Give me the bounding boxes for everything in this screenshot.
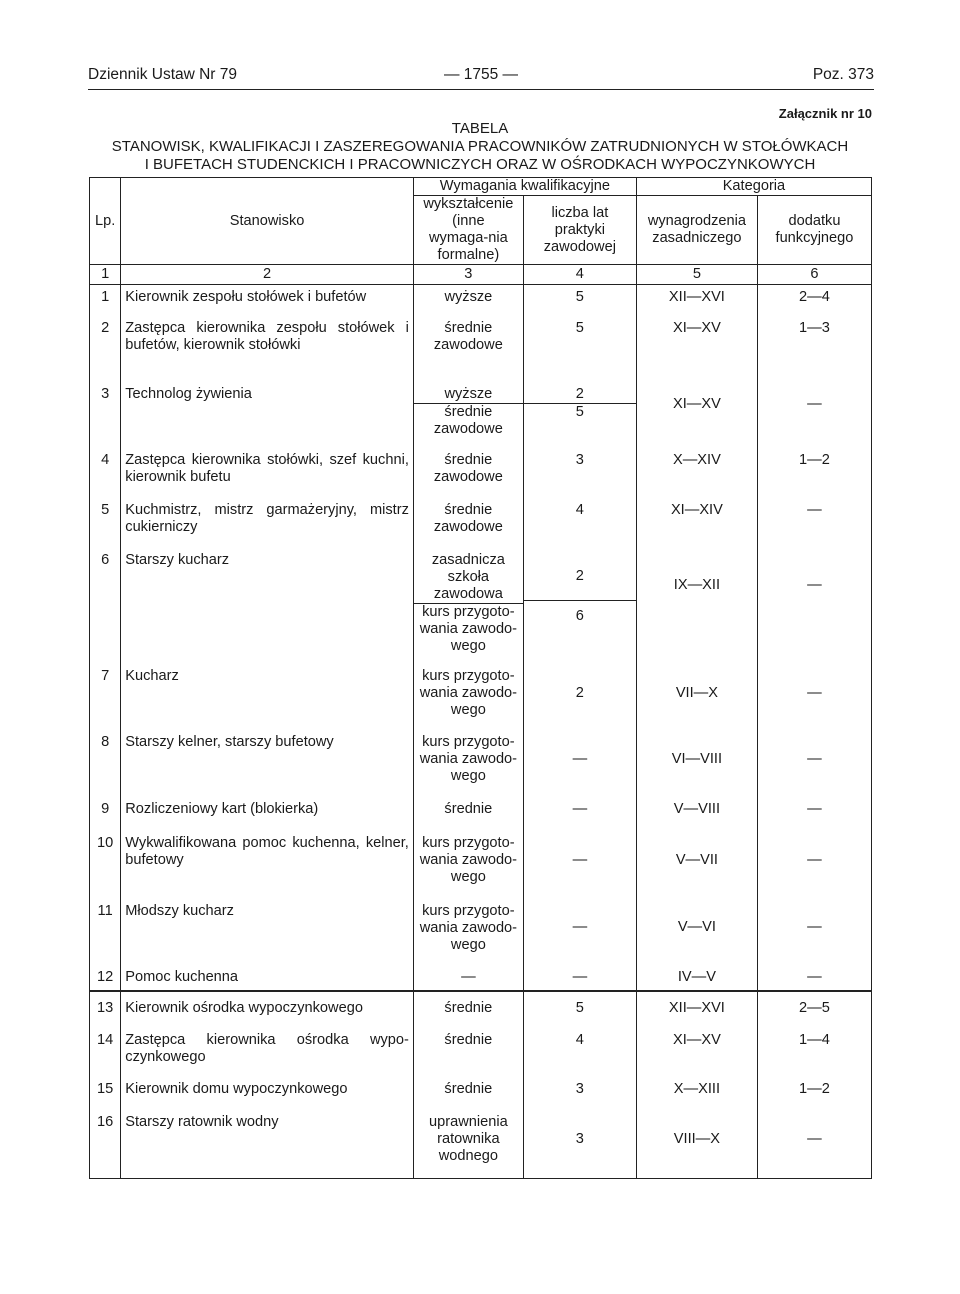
row-stanowisko: Zastępca kierownika stołówki, szef kuchni, kierownik bufetu <box>121 446 414 496</box>
document-title <box>0 120 960 174</box>
row-dodatku: 1—3 <box>757 313 871 380</box>
row-wyksztalcenie: średnie zawodowe <box>413 496 523 546</box>
row-wyksztalcenie: średnie <box>413 1026 523 1075</box>
row-lata: 5 <box>523 991 636 1026</box>
table-row <box>90 963 872 991</box>
row-wyksztalcenie: uprawnienia ratownika wodnego <box>413 1108 523 1179</box>
page-number: — 1755 — <box>443 66 519 83</box>
header-kategoria: Kategoria <box>636 178 871 196</box>
row-wyksztalcenie-b: średnie zawodowe <box>414 403 523 438</box>
row-lata: — <box>523 730 636 796</box>
row-wyksztalcenie: kurs przygoto-wania zawodo-wego <box>413 664 523 730</box>
row-lata: 3 <box>523 1075 636 1108</box>
row-lata: 2 <box>523 664 636 730</box>
table-row <box>90 380 872 446</box>
annex-label: Załącznik nr 10 <box>778 106 872 121</box>
row-lata: 5 <box>523 313 636 380</box>
row-stanowisko: Zastępca kierownika zespołu stołówek i bufetów, kierownik stołówki <box>121 313 414 380</box>
row-wyksztalcenie: średnie <box>413 796 523 829</box>
row-dodatku: 1—2 <box>757 1075 871 1108</box>
row-wynagrodzenia: XI—XIV <box>636 496 757 546</box>
row-dodatku: 1—2 <box>757 446 871 496</box>
table-row <box>90 313 872 380</box>
table-row <box>90 446 872 496</box>
col-number: 1 <box>90 265 121 285</box>
row-dodatku: — <box>757 546 871 664</box>
positions-table <box>89 177 872 1179</box>
row-lata-b: 5 <box>524 403 636 421</box>
row-lata: 3 <box>523 446 636 496</box>
row-wyksztalcenie-b: kurs przygoto-wania zawodo-wego <box>414 603 523 655</box>
header-dodatku: dodatku funkcyjnego <box>757 196 871 265</box>
row-lp: 4 <box>90 446 121 496</box>
row-wynagrodzenia: V—VI <box>636 897 757 963</box>
row-dodatku: — <box>757 496 871 546</box>
row-wyksztalcenie-a: zasadnicza szkoła zawodowa <box>431 552 505 602</box>
row-lp: 1 <box>90 285 121 314</box>
row-wynagrodzenia: VIII—X <box>636 1108 757 1179</box>
table-row <box>90 796 872 829</box>
table-row <box>90 496 872 546</box>
row-lp: 6 <box>90 546 121 664</box>
row-lp: 11 <box>90 897 121 963</box>
row-lata-a: 2 <box>575 568 584 584</box>
col-number: 6 <box>757 265 871 285</box>
header-rule <box>88 89 874 90</box>
row-lata: 5 <box>523 285 636 314</box>
row-lata: — <box>523 897 636 963</box>
row-wynagrodzenia: XI—XV <box>636 1026 757 1075</box>
row-lp: 2 <box>90 313 121 380</box>
table-row <box>90 1075 872 1108</box>
row-wyksztalcenie: kurs przygoto-wania zawodo-wego <box>413 730 523 796</box>
row-stanowisko: Kierownik domu wypoczynkowego <box>121 1075 414 1108</box>
table-row <box>90 991 872 1026</box>
row-lata: 4 <box>523 1026 636 1075</box>
row-lata: — <box>523 829 636 897</box>
title-line-2: STANOWISK, KWALIFIKACJI I ZASZEREGOWANIA PRACOWNIKÓW ZATRUDNIONYCH W STOŁÓWKACH <box>111 138 849 155</box>
col-number: 5 <box>636 265 757 285</box>
table-row <box>90 546 872 664</box>
header-stanowisko: Stanowisko <box>121 178 414 265</box>
row-lp: 9 <box>90 796 121 829</box>
table-row <box>90 829 872 897</box>
row-wynagrodzenia: XI—XV <box>636 313 757 380</box>
row-wynagrodzenia: VI—VIII <box>636 730 757 796</box>
row-stanowisko: Kierownik ośrodka wypoczynkowego <box>121 991 414 1026</box>
row-wynagrodzenia: IX—XII <box>636 546 757 664</box>
row-lata: 4 <box>523 496 636 546</box>
title-line-3: I BUFETACH STUDENCKICH I PRACOWNICZYCH ORAZ W OŚRODKACH WYPOCZYNKOWYCH <box>144 156 816 173</box>
row-lata-a: 2 <box>575 386 584 402</box>
col-number: 3 <box>413 265 523 285</box>
row-lp: 5 <box>90 496 121 546</box>
header-wymagania: Wymagania kwalifikacyjne <box>413 178 636 196</box>
row-lp: 7 <box>90 664 121 730</box>
row-dodatku: 1—4 <box>757 1026 871 1075</box>
row-stanowisko: Starszy kelner, starszy bufetowy <box>121 730 414 796</box>
row-dodatku: — <box>757 730 871 796</box>
header-wyksztalcenie: wykształcenie (inne wymaga-nia formalne) <box>413 196 523 265</box>
row-lp: 10 <box>90 829 121 897</box>
row-wyksztalcenie: średnie zawodowe <box>413 313 523 380</box>
row-wynagrodzenia: X—XIII <box>636 1075 757 1108</box>
journal-name: Dziennik Ustaw Nr 79 <box>88 66 238 83</box>
table-row <box>90 1108 872 1179</box>
row-stanowisko: Zastępca kierownika ośrodka wypo-czynkowego <box>121 1026 414 1075</box>
table-row <box>90 897 872 963</box>
row-wynagrodzenia: X—XIV <box>636 446 757 496</box>
row-dodatku: — <box>757 963 871 991</box>
row-stanowisko: Starszy ratownik wodny <box>121 1108 414 1179</box>
row-dodatku: — <box>757 380 871 446</box>
row-wyksztalcenie: średnie zawodowe <box>413 446 523 496</box>
row-wynagrodzenia: IV—V <box>636 963 757 991</box>
row-stanowisko: Starszy kucharz <box>121 546 414 664</box>
title-line-1: TABELA <box>451 120 509 137</box>
table-row <box>90 285 872 314</box>
header-lata: liczba lat praktyki zawodowej <box>523 196 636 265</box>
row-dodatku: — <box>757 1108 871 1179</box>
row-lp: 16 <box>90 1108 121 1179</box>
row-wyksztalcenie-a: wyższe <box>444 386 493 402</box>
table-row <box>90 664 872 730</box>
row-wyksztalcenie: — <box>413 963 523 991</box>
row-lata: — <box>523 796 636 829</box>
row-lp: 13 <box>90 991 121 1026</box>
column-numbers-row <box>90 265 872 285</box>
row-dodatku: 2—5 <box>757 991 871 1026</box>
row-wynagrodzenia: VII—X <box>636 664 757 730</box>
row-dodatku: — <box>757 829 871 897</box>
row-stanowisko: Pomoc kuchenna <box>121 963 414 991</box>
col-number: 4 <box>523 265 636 285</box>
row-dodatku: — <box>757 664 871 730</box>
row-wynagrodzenia: XII—XVI <box>636 285 757 314</box>
row-wyksztalcenie: średnie <box>413 1075 523 1108</box>
row-lp: 8 <box>90 730 121 796</box>
position-number: Poz. 373 <box>812 66 874 83</box>
row-wyksztalcenie: średnie <box>413 991 523 1026</box>
row-stanowisko: Technolog żywienia <box>121 380 414 446</box>
row-stanowisko: Kuchmistrz, mistrz garmażeryjny, mistrz cukierniczy <box>121 496 414 546</box>
row-dodatku: — <box>757 796 871 829</box>
row-stanowisko: Młodszy kucharz <box>121 897 414 963</box>
row-wyksztalcenie: kurs przygoto-wania zawodo-wego <box>413 897 523 963</box>
row-dodatku: 2—4 <box>757 285 871 314</box>
row-lp: 12 <box>90 963 121 991</box>
row-stanowisko: Rozliczeniowy kart (blokierka) <box>121 796 414 829</box>
row-lata-b: 6 <box>524 600 636 625</box>
row-stanowisko: Kucharz <box>121 664 414 730</box>
row-wynagrodzenia: V—VII <box>636 829 757 897</box>
row-lp: 14 <box>90 1026 121 1075</box>
table-row <box>90 1026 872 1075</box>
row-wyksztalcenie: kurs przygoto-wania zawodo-wego <box>413 829 523 897</box>
row-stanowisko: Kierownik zespołu stołówek i bufetów <box>121 285 414 314</box>
col-number: 2 <box>121 265 414 285</box>
row-wynagrodzenia: V—VIII <box>636 796 757 829</box>
row-lata: 3 <box>523 1108 636 1179</box>
page-header <box>88 64 874 88</box>
header-lp: Lp. <box>90 178 121 265</box>
row-stanowisko: Wykwalifikowana pomoc kuchenna, kelner, bufetowy <box>121 829 414 897</box>
row-lp: 15 <box>90 1075 121 1108</box>
table-row <box>90 730 872 796</box>
row-wynagrodzenia: XII—XVI <box>636 991 757 1026</box>
row-wyksztalcenie: wyższe <box>413 285 523 314</box>
header-row-1 <box>90 178 872 196</box>
row-dodatku: — <box>757 897 871 963</box>
row-lata: — <box>523 963 636 991</box>
header-wynagrodzenia: wynagrodzenia zasadniczego <box>636 196 757 265</box>
row-wynagrodzenia: XI—XV <box>636 380 757 446</box>
row-lp: 3 <box>90 380 121 446</box>
